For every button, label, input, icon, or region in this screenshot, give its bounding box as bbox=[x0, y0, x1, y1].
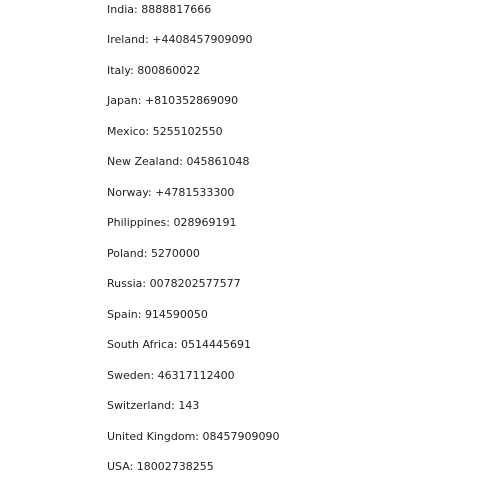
country-name: Mexico bbox=[107, 125, 146, 138]
country-name: Russia bbox=[107, 277, 143, 290]
country-name: Philippines bbox=[107, 216, 167, 229]
country-name: India bbox=[107, 3, 134, 16]
list-item: Spain: 914590050 bbox=[107, 308, 208, 321]
phone-number: 5255102550 bbox=[152, 125, 223, 138]
phone-number: 08457909090 bbox=[202, 430, 280, 443]
phone-number: 0514445691 bbox=[181, 338, 252, 351]
phone-number: 0078202577577 bbox=[149, 277, 241, 290]
list-item: Japan: +810352869090 bbox=[107, 94, 239, 107]
list-item: Sweden: 46317112400 bbox=[107, 369, 235, 382]
phone-number: 18002738255 bbox=[136, 460, 214, 473]
country-name: New Zealand bbox=[107, 155, 180, 168]
list-item: Mexico: 5255102550 bbox=[107, 125, 223, 138]
list-item: Poland: 5270000 bbox=[107, 247, 200, 260]
list-item: Ireland: +4408457909090 bbox=[107, 33, 253, 46]
phone-number: 46317112400 bbox=[157, 369, 235, 382]
phone-number: 045861048 bbox=[186, 155, 250, 168]
country-name: Sweden bbox=[107, 369, 151, 382]
country-name: USA bbox=[107, 460, 130, 473]
phone-number: +4408457909090 bbox=[152, 33, 253, 46]
phone-number: 028969191 bbox=[173, 216, 237, 229]
country-name: Norway bbox=[107, 186, 148, 199]
country-name: Poland bbox=[107, 247, 144, 260]
country-name: United Kingdom bbox=[107, 430, 196, 443]
list-item: New Zealand: 045861048 bbox=[107, 155, 250, 168]
phone-number: 800860022 bbox=[137, 64, 201, 77]
list-item: Switzerland: 143 bbox=[107, 399, 200, 412]
list-item: Norway: +4781533300 bbox=[107, 186, 235, 199]
country-name: Spain bbox=[107, 308, 138, 321]
country-name: Japan bbox=[107, 94, 138, 107]
phone-number: 5270000 bbox=[150, 247, 200, 260]
phone-number: 143 bbox=[178, 399, 200, 412]
phone-number: +810352869090 bbox=[144, 94, 239, 107]
country-name: Italy bbox=[107, 64, 131, 77]
phone-number: 8888817666 bbox=[141, 3, 212, 16]
phone-number: +4781533300 bbox=[155, 186, 235, 199]
list-item: Russia: 0078202577577 bbox=[107, 277, 241, 290]
list-item: Philippines: 028969191 bbox=[107, 216, 237, 229]
list-item: South Africa: 0514445691 bbox=[107, 338, 252, 351]
list-item: India: 8888817666 bbox=[107, 3, 212, 16]
list-item: Italy: 800860022 bbox=[107, 64, 201, 77]
list-item: USA: 18002738255 bbox=[107, 460, 214, 473]
country-name: South Africa bbox=[107, 338, 174, 351]
country-name: Ireland bbox=[107, 33, 146, 46]
list-item: United Kingdom: 08457909090 bbox=[107, 430, 280, 443]
phone-number: 914590050 bbox=[144, 308, 208, 321]
country-name: Switzerland bbox=[107, 399, 172, 412]
